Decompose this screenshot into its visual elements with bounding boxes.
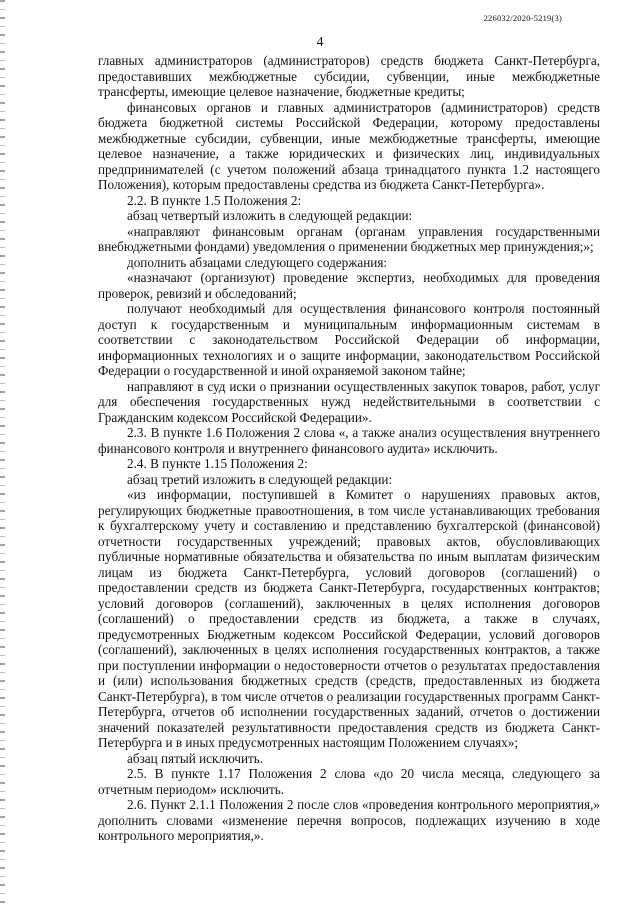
page-number: 4 xyxy=(316,35,324,50)
paragraph: абзац четвертый изложить в следующей редакции: xyxy=(127,208,413,223)
paragraph: главных администраторов (администраторов) средств бюджета Санкт-Петербурга, предоставивших межбюджетные субсидии, субвенции, иные межбюджетные трансферты, имеющие целевое назначение, бюджетные кредиты; xyxy=(98,53,600,99)
paragraph: «из информации, поступившей в Комитет о нарушениях правовых актов, регулирующих бюджетные правоотношения, в том числе устанавливающих требования к бухгалтерскому учету и составлению и представлению бухгалтерской (финансовой) отчетности государственных учреждений; правовых актов, обусловливающих публичные нормативные обязательства и обязательства по иным выплатам физическим лицам из бюджета Санкт-Петербурга, условий договоров (соглашений) о предоставлении средств из бюджета Санкт-Петербурга, государственных контрактов; условий договоров (соглашений), заключенных в целях исполнения договоров (соглашений) о предоставлении средств из бюджета, а также в случаях, предусмотренных Бюджетным кодексом Российской Федерации, условий договоров (соглашений), заключенных в целях исполнения государственных контрактов, а также при поступлении информации о недостоверности отчетов о результатах предоставления и (или) использования бюджетных средств (средств, предоставленных из бюджета Санкт-Петербурга), в том числе отчетов о реализации государственных программ Санкт-Петербурга, отчетов об исполнении государственных заданий, отчетов о достижении значений показателей результативности предоставления средств из бюджета Санкт-Петербурга и в иных предусмотренных настоящим Положением случаях»; xyxy=(98,487,600,750)
scan-edge xyxy=(0,0,5,905)
paragraph: 2.2. В пункте 1.5 Положения 2: xyxy=(127,192,302,208)
paragraph: 2.4. В пункте 1.15 Положения 2: xyxy=(127,456,308,471)
paragraph: «направляют финансовым органам (органам управления государственными внебюджетными фондами) уведомления о применении бюджетных мер принуждения;»; xyxy=(98,223,600,254)
paragraph: 2.5. В пункте 1.17 Положения 2 слова «до 20 числа месяца, следующего за отчетным периодом» исключить. xyxy=(98,766,600,797)
paragraph: «назначают (организуют) проведение экспертиз, необходимых для проведения проверок, ревизий и обследований; xyxy=(98,270,600,301)
paragraph: дополнить абзацами следующего содержания: xyxy=(127,254,388,270)
document-body xyxy=(98,53,600,844)
paragraph: направляют в суд иски о признании осуществленных закупок товаров, работ, услуг для обеспечения государственных нужд недействительными в соответствии с Гражданским кодексом Российской Федерации». xyxy=(98,378,600,425)
paragraph: абзац пятый исключить. xyxy=(127,750,264,766)
document-id: 226032/2020-5219(3) xyxy=(483,13,562,23)
paragraph: получают необходимый для осуществления финансового контроля постоянный доступ к государственным и муниципальным информационным системам в соответствии с законодательством Российской Федерации об информации, информационных технологиях и о защите информации, законодательством Российской Федерации о государственной и иной охраняемой законом тайне; xyxy=(98,301,600,378)
paragraph: 2.3. В пункте 1.6 Положения 2 слова «, а также анализ осуществления внутреннего финансового контроля и внутреннего финансового аудита» исключить. xyxy=(98,425,600,456)
paragraph: финансовых органов и главных администраторов (администраторов) средств бюджета бюджетной системы Российской Федерации, которому предоставлены межбюджетные субсидии, субвенции, иные межбюджетные трансферты, имеющие целевое назначение, а также юридических и физических лиц, индивидуальных предпринимателей (с учетом положений абзаца тринадцатого пункта 1.2 настоящего Положения), которым предоставлены средства из бюджета Санкт-Петербурга». xyxy=(98,99,600,192)
paragraph: абзац третий изложить в следующей редакции: xyxy=(127,471,393,487)
paragraph: 2.6. Пункт 2.1.1 Положения 2 после слов «проведения контрольного мероприятия,» дополнить словами «изменение перечня вопросов, подлежащих изучению в ходе контрольного мероприятия,». xyxy=(98,797,600,843)
